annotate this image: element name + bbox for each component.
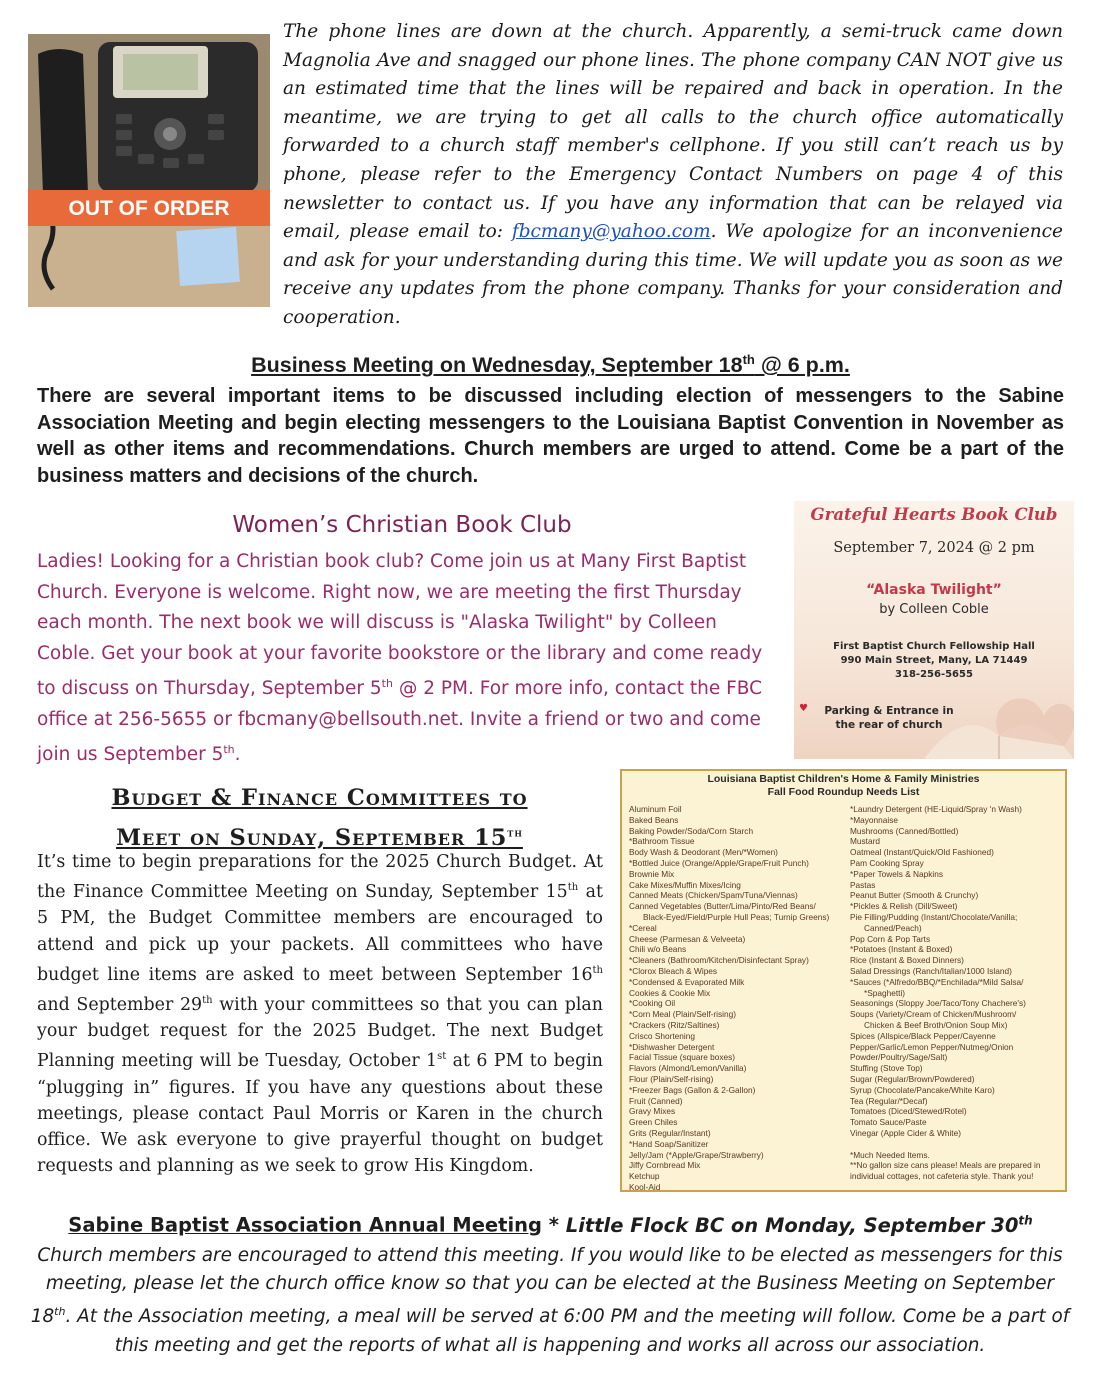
budget-sup-2: th: [592, 964, 603, 976]
needs-list-item: individual cottages, not cafeteria style. Thank you!: [850, 1171, 1034, 1182]
budget-title-line2: Meet on Sunday, September 15: [116, 824, 508, 851]
budget-title-sup: th: [507, 825, 523, 839]
book-club-text-1: Ladies! Looking for a Christian book club? Come join us at Many First Baptist Church. Everyone is welcome. Right now, we are meeting the first Thursday each month. The next book we will discuss is "Alaska Twilight" by Colleen Coble. Get your book at your favorite bookstore or the library and come ready to discuss on Thursday, September 5: [37, 551, 763, 700]
budget-sup-4: st: [437, 1051, 447, 1063]
needs-list-item: *Dishwasher Detergent: [629, 1041, 715, 1052]
needs-list-item: Grits (Regular/Instant): [629, 1127, 711, 1138]
needs-list-item: Ketchup: [629, 1171, 660, 1182]
budget-body: [37, 849, 603, 1180]
needs-list-item: *Cleaners (Bathroom/Kitchen/Disinfectant Spray): [629, 955, 809, 966]
needs-list-item: Fruit (Canned): [629, 1095, 683, 1106]
needs-list-item: Cake Mixes/Muffin Mixes/Icing: [629, 879, 741, 890]
flyer-address: 990 Main Street, Many, LA 71449: [840, 655, 1028, 666]
needs-list-item: Tomatoes (Diced/Stewed/Rotel): [850, 1106, 967, 1117]
flyer-parking-line1: Parking & Entrance in: [824, 705, 954, 717]
needs-list-item: Green Chiles: [629, 1117, 678, 1128]
needs-list-item: [850, 1139, 1062, 1150]
phone-notice-text-end: . We apologize for an inconvenience and ask for your understanding during this time. We will update you as soon as we receive any updates from the phone company. Thanks for your consideration and cooperation.: [283, 221, 1063, 328]
flyer-parking-line2: the rear of church: [835, 719, 943, 731]
needs-list-item: *Bathroom Tissue: [629, 836, 695, 847]
needs-list-item: Canned Meats (Chicken/Spam/Tuna/Viennas): [629, 890, 798, 901]
needs-list-item: Cookies & Cookie Mix: [629, 987, 711, 998]
needs-list-item: *Mayonnaise: [850, 814, 898, 825]
phone-outage-notice: [283, 18, 1063, 333]
desk-phone-icon: [28, 34, 270, 307]
needs-list-item: Jelly/Jam (*Apple/Grape/Strawberry): [629, 1149, 764, 1160]
needs-list-item: *Condensed & Evaporated Milk: [629, 976, 745, 987]
needs-list-item: Gravy Mixes: [629, 1106, 676, 1117]
association-title-sep: *: [542, 1213, 566, 1237]
food-roundup-needs-list: [620, 769, 1067, 1192]
flyer-parking: [814, 704, 964, 732]
phone-notice-text: The phone lines are down at the church. Apparently, a semi-truck came down Magnolia Ave and snagged our phone lines. The phone company CAN NOT give us an estimated time that the lines will be repaired and back in operation. In the meantime, we are trying to get all calls to the church office automatically forwarded to a church staff member's cellphone. If you still can’t reach us by phone, please refer to the Emergency Contact Numbers on page 4 of this newsletter to contact us. If you have any information that can be relayed via email, please email to:: [283, 21, 1063, 243]
out-of-order-badge: OUT OF ORDER: [68, 197, 230, 220]
needs-list-item: Body Wash & Deodorant (Men/*Women): [629, 847, 778, 858]
needs-list-item: *Clorox Bleach & Wipes: [629, 965, 718, 976]
heart-icon: ♥: [799, 703, 808, 714]
needs-list-item: *Laundry Detergent (HE-Liquid/Spray 'n Wash): [850, 804, 1022, 814]
needs-list-item: Sugar (Regular/Brown/Powdered): [850, 1073, 975, 1084]
needs-list-item: *Paper Towels & Napkins: [850, 868, 944, 879]
book-club-body: [37, 547, 775, 771]
needs-list-item: Pop Corn & Pop Tarts: [850, 933, 931, 944]
email-link[interactable]: fbcmany@yahoo.com: [511, 221, 711, 243]
association-text-2: . At the Association meeting, a meal will be served at 6:00 PM and the meeting will follow. Come be a part of this meeting and get the reports of what all is happening and works all across our association.: [65, 1306, 1070, 1356]
needs-list-item: Seasonings (Sloppy Joe/Taco/Tony Chachere's): [850, 998, 1026, 1009]
flyer-title: Grateful Hearts Book Club: [810, 505, 1058, 524]
association-meeting-title: [0, 1213, 1101, 1237]
needs-list-item: Canned/Peach): [864, 922, 922, 933]
needs-list-item: **No gallon size cans please! Meals are prepared in: [850, 1160, 1041, 1171]
needs-list-item: Facial Tissue (square boxes): [629, 1052, 736, 1063]
needs-list-column-2: [850, 804, 1062, 1182]
book-club-flyer: [794, 501, 1074, 759]
business-meeting-title-time: @ 6 p.m.: [754, 353, 850, 378]
needs-list-item: *Corn Meal (Plain/Self-rising): [629, 1009, 736, 1020]
needs-list-item: Baked Beans: [629, 814, 679, 825]
needs-list-item: Brownie Mix: [629, 868, 675, 879]
needs-list-item: *Bottled Juice (Orange/Apple/Grape/Fruit Punch): [629, 857, 809, 868]
book-club-sup-1: th: [381, 677, 393, 690]
needs-list-item: Pastas: [850, 879, 876, 890]
budget-title: [37, 781, 602, 855]
needs-list-item: *Much Needed Items.: [850, 1149, 930, 1160]
needs-list-item: Kool-Aid: [629, 1181, 661, 1192]
needs-list-item: Tomato Sauce/Paste: [850, 1117, 927, 1128]
needs-list-item: Spices (Allspice/Black Pepper/Cayenne: [850, 1030, 996, 1041]
needs-list-item: Rice (Instant & Boxed Dinners): [850, 955, 964, 966]
needs-list-item: Baking Powder/Soda/Corn Starch: [629, 825, 754, 836]
needs-list-item: Mushrooms (Canned/Bottled): [850, 825, 959, 836]
needs-list-item: Pam Cooking Spray: [850, 857, 924, 868]
needs-list-column-1: [629, 804, 841, 1192]
association-title-sup: th: [1018, 1213, 1033, 1227]
flyer-author: by Colleen Coble: [879, 602, 989, 617]
needs-list-item: Flavors (Almond/Lemon/Vanilla): [629, 1063, 747, 1074]
needs-list-item: Aluminum Foil: [629, 804, 682, 814]
flyer-date: September 7, 2024 @ 2 pm: [833, 540, 1035, 556]
needs-list-item: Salad Dressings (Ranch/Italian/1000 Island): [850, 965, 1012, 976]
association-meeting-body: [30, 1242, 1070, 1360]
flyer-venue: First Baptist Church Fellowship Hall: [833, 641, 1035, 652]
needs-list-item: *Spaghetti): [864, 987, 906, 998]
book-club-text-3: .: [234, 744, 241, 766]
needs-list-item: *Cooking Oil: [629, 998, 676, 1009]
needs-list-item: Soups (Variety/Cream of Chicken/Mushroom/: [850, 1009, 1017, 1020]
needs-list-item: Black-Eyed/Field/Purple Hull Peas; Turnip Greens): [643, 911, 830, 922]
needs-list-item: Crisco Shortening: [629, 1030, 695, 1041]
association-title-location: Little Flock BC on Monday, September 30: [565, 1213, 1019, 1237]
needs-list-item: Powder/Poultry/Sage/Salt): [850, 1052, 948, 1063]
needs-list-item: Vinegar (Apple Cider & White): [850, 1127, 961, 1138]
budget-title-line1: Budget & Finance Committees to: [111, 785, 528, 811]
needs-list-item: Oatmeal (Instant/Quick/Old Fashioned): [850, 847, 994, 858]
needs-list-item: Cheese (Parmesan & Velveeta): [629, 933, 746, 944]
budget-text-1: It’s time to begin preparations for the 2025 Church Budget. At the Finance Committee Meeting on Sunday, September 15: [37, 852, 603, 903]
needs-list-item: *Hand Soap/Sanitizer: [629, 1138, 709, 1149]
needs-list-item: Mustard: [850, 836, 880, 847]
budget-text-2: at 5 PM, the Budget Committee members are encouraged to attend and pick up your packets. All committees who have budget line items are asked to meet between September 16: [37, 882, 603, 985]
needs-list-item: *Sauces (*Alfredo/BBQ/*Enchilada/*Mild Salsa/: [850, 976, 1024, 987]
business-meeting-title: [0, 352, 1101, 378]
needs-list-item: *Cereal: [629, 922, 657, 933]
association-sup-1: th: [54, 1305, 66, 1319]
needs-list-item: Canned Vegetables (Butter/Lima/Pinto/Red Beans/: [629, 901, 816, 912]
business-meeting-title-sup: th: [742, 352, 755, 367]
association-title-main: Sabine Baptist Association Annual Meeting: [68, 1213, 542, 1237]
needs-list-item: Chili w/o Beans: [629, 944, 687, 955]
needs-list-item: Stuffing (Stove Top): [850, 1063, 923, 1074]
book-club-title: Women’s Christian Book Club: [232, 512, 572, 538]
budget-text-5: at 6 PM to begin “plugging in” figures. If you have any questions about these meetings, please contact Paul Morris or Karen in the church office. We ask everyone to give prayerful thought on budget requests and planning as we seek to grow His Kingdom.: [37, 1051, 603, 1177]
needs-list-item: Pepper/Garlic/Lemon Pepper/Nutmeg/Onion: [850, 1041, 1014, 1052]
flyer-book: “Alaska Twilight”: [866, 582, 1002, 598]
association-text-1: Church members are encouraged to attend this meeting. If you would like to be elected as messengers for this meeting, please let the church office know so that you can be elected at the Business Meeting on September 18: [30, 1245, 1063, 1328]
business-meeting-body: There are several important items to be discussed including election of messengers to the Sabine Association Meeting and begin electing messengers to the Louisiana Baptist Convention in November as well as other items and recommendations. Church members are urged to attend. Come be a part of the business matters and decisions of the church.: [37, 385, 1064, 487]
budget-text-3: and September 29: [37, 994, 203, 1015]
budget-sup-3: th: [202, 995, 213, 1007]
budget-sup-1: th: [567, 882, 579, 894]
out-of-order-phone-image: [28, 34, 270, 307]
needs-list-item: Tea (Regular/*Decaf): [850, 1095, 928, 1106]
needs-list-item: *Crackers (Ritz/Saltines): [629, 1019, 720, 1030]
book-club-sup-2: th: [223, 743, 235, 757]
budget-text-4: with your committees so that you can plan your budget request for the 2025 Budget. The next Budget Planning meeting will be Tuesday, October 1: [37, 994, 603, 1072]
needs-list-item: Flour (Plain/Self-rising): [629, 1073, 714, 1084]
needs-list-item: Jiffy Cornbread Mix: [629, 1160, 701, 1171]
needs-list-title-line2: Fall Food Roundup Needs List: [767, 785, 920, 798]
flyer-phone: 318-256-5655: [895, 669, 973, 680]
book-club-text-2: @ 2 PM. For more info, contact the FBC office at 256-5655 or fbcmany@bellsouth.net. Invite a friend or two and come join us September 5: [37, 678, 763, 766]
needs-list-item: *Freezer Bags (Gallon & 2-Gallon): [629, 1084, 756, 1095]
needs-list-item: Chicken & Beef Broth/Onion Soup Mix): [864, 1019, 1008, 1030]
needs-list-item: Syrup (Chocolate/Pancake/White Karo): [850, 1084, 995, 1095]
needs-list-item: *Potatoes (Instant & Boxed): [850, 944, 953, 955]
business-meeting-title-text: Business Meeting on Wednesday, September 18: [251, 353, 743, 378]
needs-list-item: Peanut Butter (Smooth & Crunchy): [850, 890, 979, 901]
needs-list-title: [622, 773, 1065, 798]
needs-list-item: Pie Filling/Pudding (Instant/Chocolate/Vanilla;: [850, 911, 1018, 922]
needs-list-item: *Pickles & Relish (Dill/Sweet): [850, 901, 958, 912]
needs-list-title-line1: Louisiana Baptist Children's Home & Family Ministries: [707, 773, 980, 785]
